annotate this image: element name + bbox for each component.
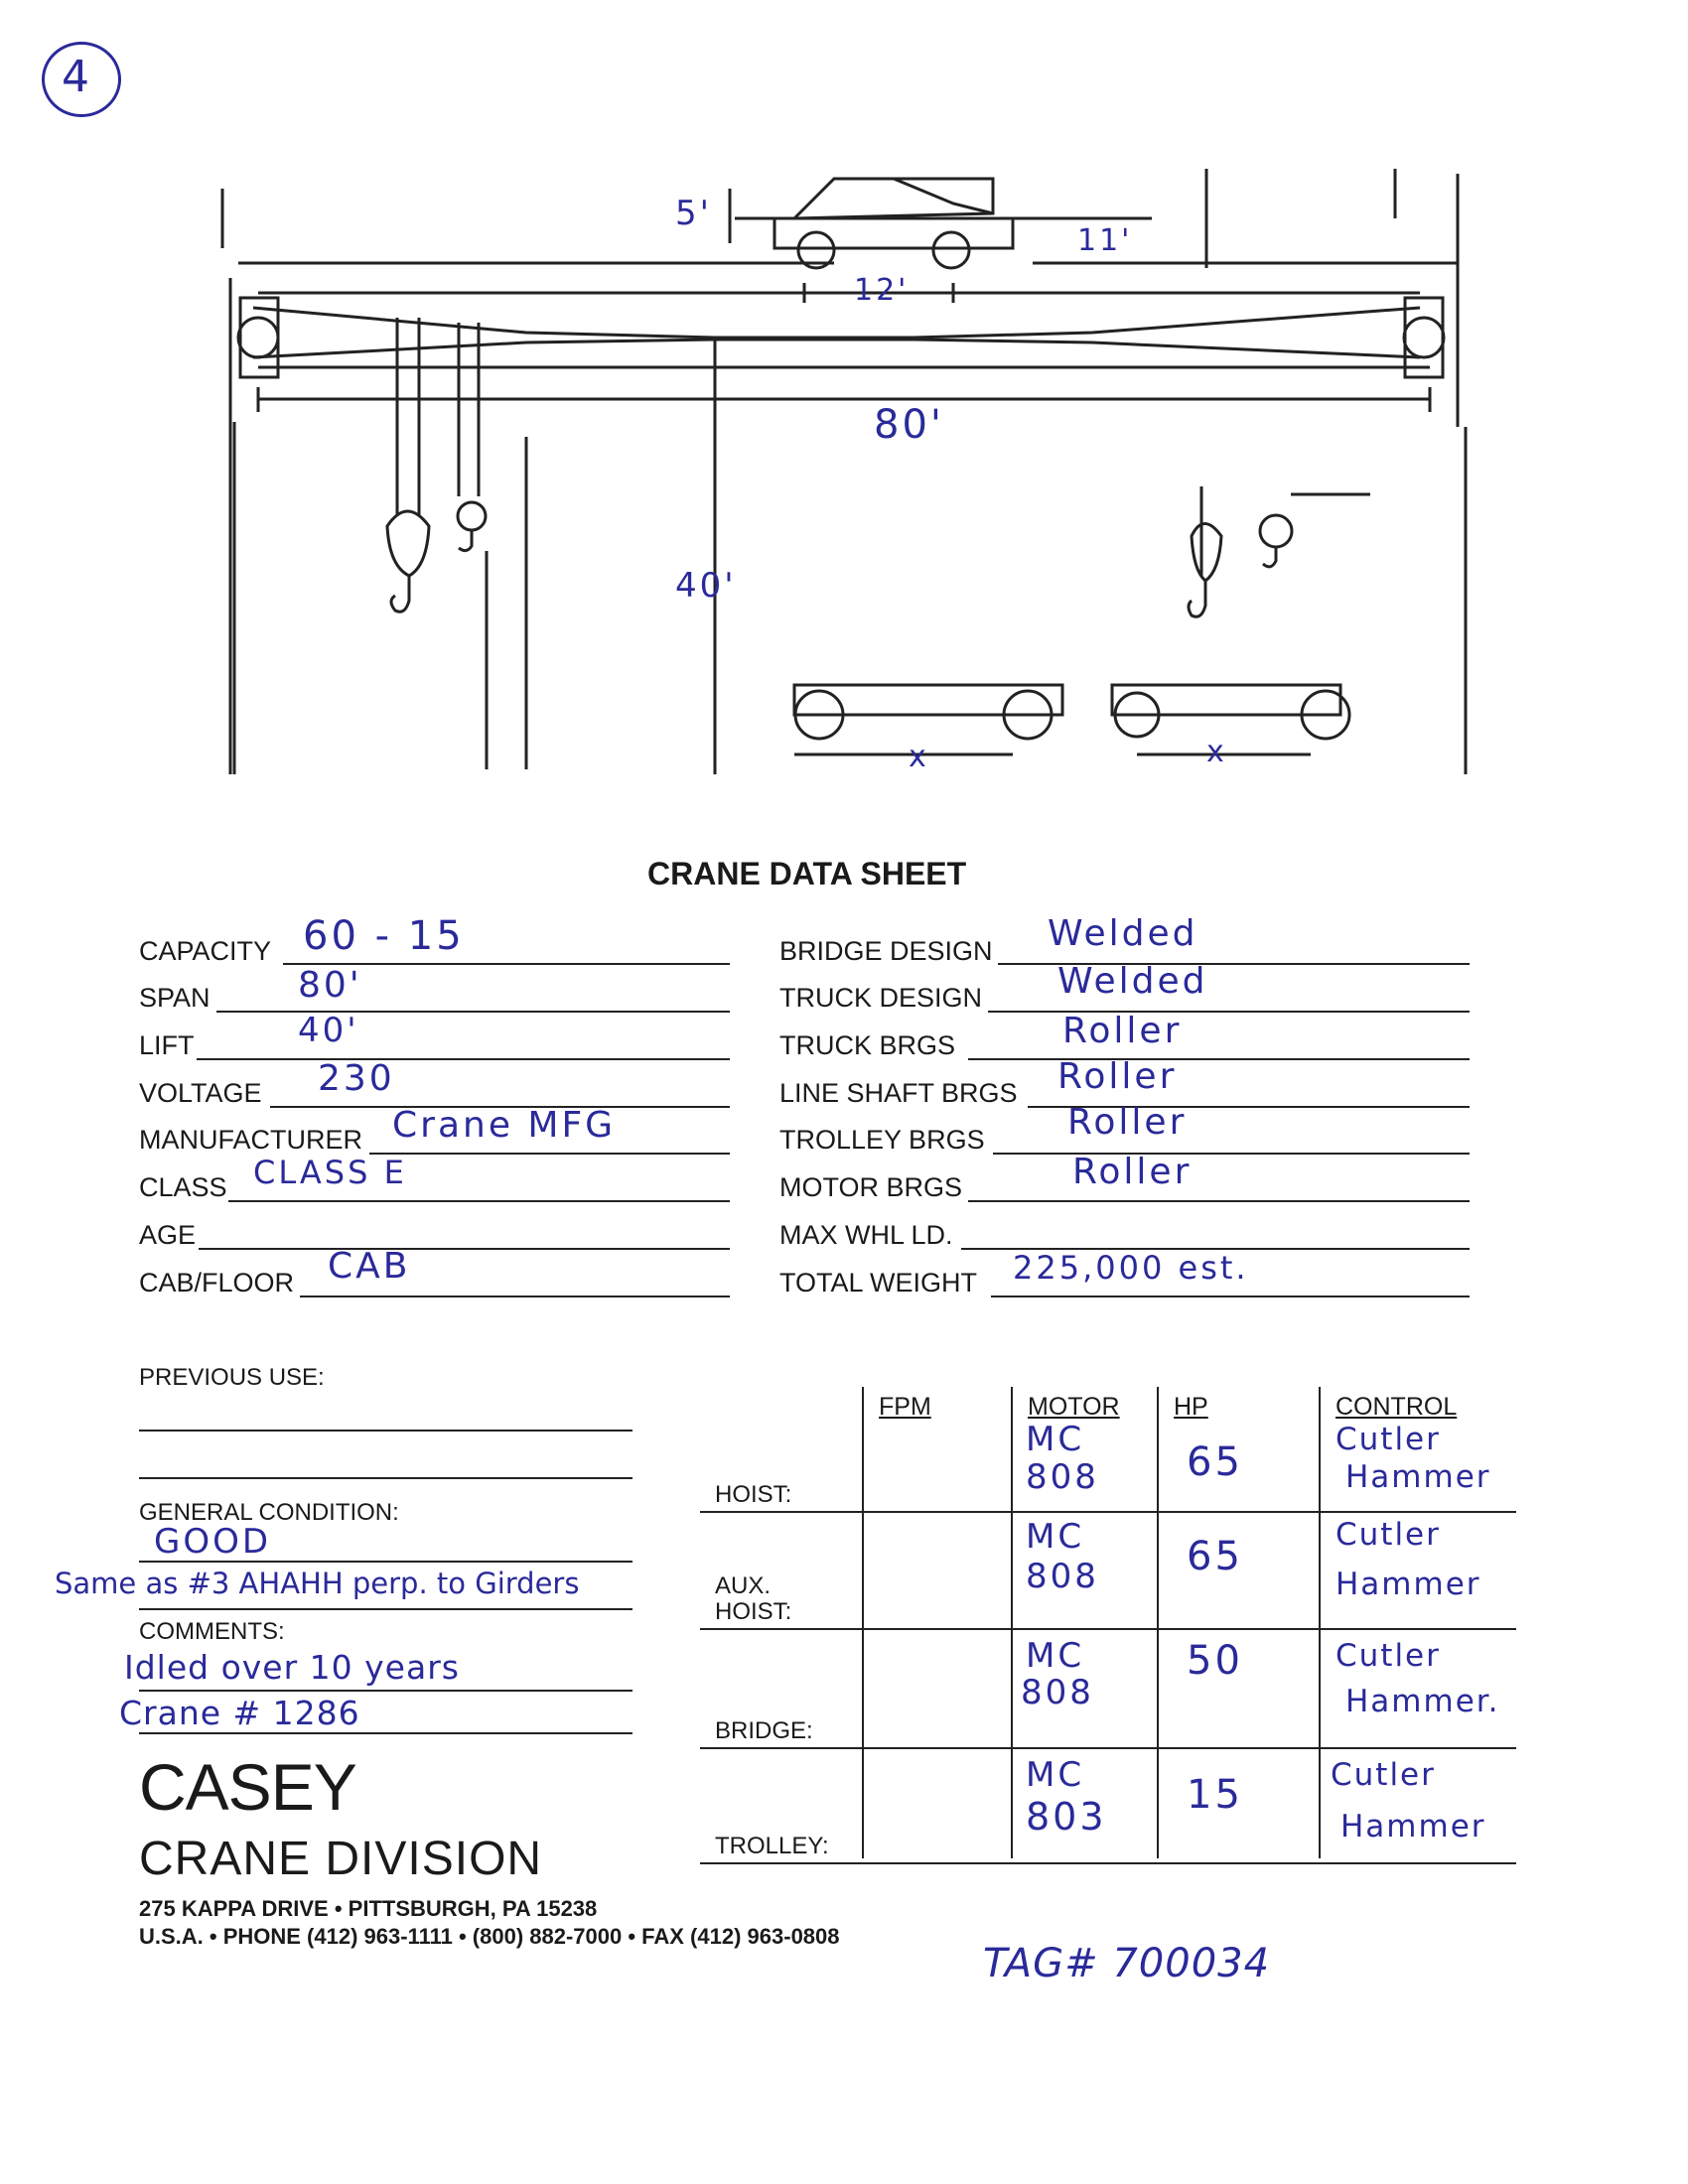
field-total-weight-label: TOTAL WEIGHT xyxy=(779,1268,978,1297)
field-bridge-design-value: Welded xyxy=(1048,913,1198,954)
tag-number: TAG# 700034 xyxy=(983,1941,1271,1986)
sheet-title: CRANE DATA SHEET xyxy=(647,856,967,891)
field-age-line xyxy=(199,1248,730,1250)
comments-label: COMMENTS: xyxy=(139,1618,285,1645)
dim-x-right: x xyxy=(1206,735,1227,769)
field-voltage-value: 230 xyxy=(318,1058,395,1099)
comments-underline-2 xyxy=(139,1732,633,1734)
company-contact: U.S.A. • PHONE (412) 963-1111 • (800) 882-7000 • FAX (412) 963-0808 xyxy=(139,1924,840,1949)
field-age-label: AGE xyxy=(139,1220,197,1250)
field-truck-design-label: TRUCK DESIGN xyxy=(779,983,983,1013)
field-trolley-brgs-label: TROLLEY BRGS xyxy=(779,1125,985,1155)
company-address: 275 KAPPA DRIVE • PITTSBURGH, PA 15238 xyxy=(139,1896,598,1921)
trolley-hp: 15 xyxy=(1187,1772,1243,1818)
field-manufacturer-label: MANUFACTURER xyxy=(139,1125,363,1155)
field-trolley-brgs-value: Roller xyxy=(1067,1102,1188,1143)
field-motor-brgs-label: MOTOR BRGS xyxy=(779,1172,963,1202)
trolley-control-line2: Hammer xyxy=(1340,1809,1486,1844)
header-motor: MOTOR xyxy=(1028,1393,1120,1421)
hoist-hp: 65 xyxy=(1187,1439,1243,1485)
aux-hoist-motor-line2: 808 xyxy=(1026,1557,1099,1596)
trolley-motor-line1: MC xyxy=(1026,1755,1085,1795)
field-truck-brgs-value: Roller xyxy=(1062,1011,1183,1051)
bridge-control-line1: Cutler xyxy=(1336,1638,1441,1674)
hoist-motor-line2: 808 xyxy=(1026,1457,1099,1497)
field-truck-brgs-line xyxy=(968,1058,1470,1060)
aux-hoist-hp: 65 xyxy=(1187,1534,1243,1579)
row-label-hoist: HOIST: xyxy=(715,1481,792,1508)
field-span-value: 80' xyxy=(298,965,362,1006)
field-max-whl-ld-label: MAX WHL LD. xyxy=(779,1220,953,1250)
field-manufacturer-line xyxy=(369,1153,730,1155)
bridge-motor-line1: MC xyxy=(1026,1636,1085,1676)
field-lift-line xyxy=(197,1058,730,1060)
field-bridge-design-label: BRIDGE DESIGN xyxy=(779,936,993,966)
trolley-motor-line2: 803 xyxy=(1026,1795,1107,1839)
row-label-aux: AUX. xyxy=(715,1572,772,1599)
field-motor-brgs-line xyxy=(968,1200,1470,1202)
general-condition-line-1 xyxy=(139,1561,633,1563)
field-span-line xyxy=(216,1011,730,1013)
general-condition-value: GOOD xyxy=(154,1522,272,1562)
field-lift-label: LIFT xyxy=(139,1030,195,1060)
crane-diagram xyxy=(199,159,1489,794)
general-condition-line-2 xyxy=(139,1608,633,1610)
dim-lift: 40' xyxy=(675,566,737,606)
table-hline-4 xyxy=(700,1862,1516,1864)
field-class-value: CLASS E xyxy=(253,1154,407,1191)
previous-use-label: PREVIOUS USE: xyxy=(139,1364,325,1391)
field-trolley-brgs-line xyxy=(993,1153,1470,1155)
field-truck-design-value: Welded xyxy=(1057,961,1208,1002)
dim-span: 80' xyxy=(874,402,944,448)
dim-trolley-width: 11' xyxy=(1077,223,1133,258)
header-control: CONTROL xyxy=(1336,1393,1458,1421)
header-hp: HP xyxy=(1174,1393,1208,1421)
comments-line-2: Crane # 1286 xyxy=(119,1694,360,1732)
field-capacity-value: 60 - 15 xyxy=(303,913,465,959)
field-cab-floor-line xyxy=(300,1296,730,1297)
comments-line-1: Idled over 10 years xyxy=(124,1648,460,1687)
table-hline-1 xyxy=(700,1511,1516,1513)
field-class-line xyxy=(228,1200,730,1202)
aux-hoist-control-line2: Hammer xyxy=(1336,1567,1481,1602)
row-label-trolley: TROLLEY: xyxy=(715,1833,829,1859)
bridge-hp: 50 xyxy=(1187,1638,1243,1684)
table-vline-fpm xyxy=(862,1387,864,1858)
dim-x-left: x xyxy=(909,740,929,774)
aux-hoist-control-line1: Cutler xyxy=(1336,1517,1441,1553)
field-cab-floor-value: CAB xyxy=(328,1246,411,1287)
page-number: 4 xyxy=(62,52,89,102)
table-vline-motor xyxy=(1011,1387,1013,1858)
hoist-control-line1: Cutler xyxy=(1336,1422,1441,1457)
field-total-weight-value: 225,000 est. xyxy=(1013,1249,1249,1287)
row-label-bridge: BRIDGE: xyxy=(715,1717,813,1744)
field-truck-design-line xyxy=(988,1011,1470,1013)
row-label-aux-hoist: HOIST: xyxy=(715,1598,792,1625)
trolley-control-line1: Cutler xyxy=(1331,1757,1436,1793)
company-division: CRANE DIVISION xyxy=(139,1833,543,1885)
previous-use-line-1 xyxy=(139,1430,633,1432)
field-voltage-label: VOLTAGE xyxy=(139,1078,262,1108)
company-logo-name: CASEY xyxy=(139,1750,356,1824)
field-cab-floor-label: CAB/FLOOR xyxy=(139,1268,295,1297)
field-span-label: SPAN xyxy=(139,983,211,1013)
hoist-control-line2: Hammer xyxy=(1345,1459,1491,1495)
table-vline-hp xyxy=(1157,1387,1159,1858)
field-line-shaft-brgs-label: LINE SHAFT BRGS xyxy=(779,1078,1018,1108)
hoist-motor-line1: MC xyxy=(1026,1420,1085,1459)
comments-underline-1 xyxy=(139,1690,633,1692)
general-condition-label: GENERAL CONDITION: xyxy=(139,1499,399,1526)
field-capacity-label: CAPACITY xyxy=(139,936,272,966)
field-line-shaft-brgs-value: Roller xyxy=(1057,1056,1178,1097)
field-manufacturer-value: Crane MFG xyxy=(392,1105,617,1146)
dim-trolley-height: 5' xyxy=(675,194,712,233)
field-motor-brgs-value: Roller xyxy=(1072,1152,1193,1192)
field-total-weight-line xyxy=(991,1296,1470,1297)
dim-trolley-wheelbase: 12' xyxy=(854,273,910,308)
general-condition-note: Same as #3 AHAHH perp. to Girders xyxy=(55,1567,580,1600)
table-hline-3 xyxy=(700,1747,1516,1749)
field-lift-value: 40' xyxy=(298,1011,359,1050)
field-class-label: CLASS xyxy=(139,1172,227,1202)
previous-use-line-2 xyxy=(139,1477,633,1479)
table-hline-2 xyxy=(700,1628,1516,1630)
table-vline-control xyxy=(1319,1387,1321,1858)
bridge-control-line2: Hammer. xyxy=(1345,1684,1500,1719)
aux-hoist-motor-line1: MC xyxy=(1026,1517,1085,1557)
bridge-motor-line2: 808 xyxy=(1021,1673,1094,1712)
header-fpm: FPM xyxy=(879,1393,931,1421)
field-truck-brgs-label: TRUCK BRGS xyxy=(779,1030,956,1060)
